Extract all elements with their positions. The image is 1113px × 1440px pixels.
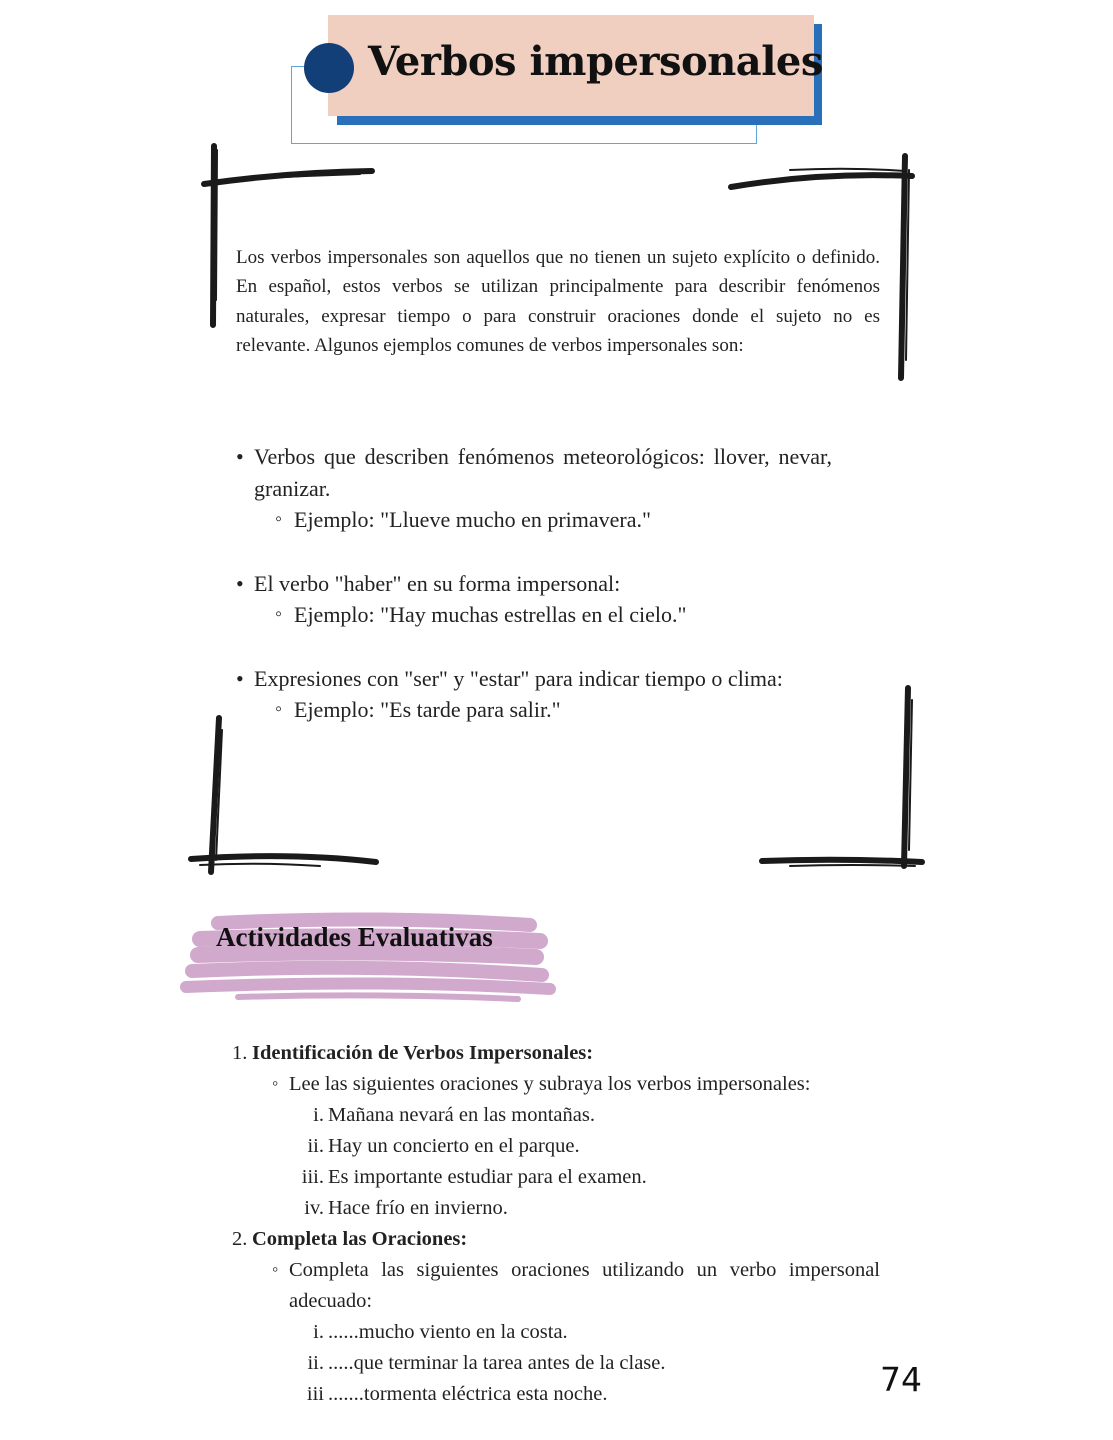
brush-stroke-top-left-vertical [213, 146, 214, 325]
activity-heading: Identificación de Verbos Impersonales: [252, 1042, 594, 1064]
activity-number: 2. [232, 1228, 248, 1250]
sentence-item: iii. Es importante estudiar para el examen. [301, 1166, 647, 1188]
example-item: ◦ Ejemplo: "Es tarde para salir." [236, 694, 832, 726]
activities-heading: Actividades Evaluativas [216, 922, 493, 952]
example-item: ◦ Ejemplo: "Llueve mucho en primavera." [236, 504, 832, 536]
brush-stroke-bottom-left-horizontal [191, 856, 376, 862]
activity-item [232, 1224, 880, 1255]
example-item: ◦ Ejemplo: "Hay muchas estrellas en el cielo." [236, 599, 832, 631]
activity-instruction: ◦ Lee las siguientes oraciones y subraya los verbos impersonales: [232, 1069, 880, 1100]
page-number: 74 [880, 1360, 922, 1399]
list-item: • Expresiones con "ser" y "estar" para indicar tiempo o clima: [236, 663, 832, 695]
highlighter-strokes [178, 905, 558, 1005]
highlighter-brush [178, 905, 558, 1010]
brush-stroke-bottom-right-horizontal [762, 860, 922, 862]
brush-stroke-top-right-vertical [901, 156, 905, 378]
activity-number: 1. [232, 1042, 248, 1064]
activity-instruction: ◦ Completa las siguientes oraciones utilizando un verbo impersonal adecuado: [232, 1255, 880, 1317]
activity-item [232, 1038, 880, 1069]
brush-stroke-top-right-horizontal [731, 175, 912, 187]
sentence-item: ii. Hay un concierto en el parque. [307, 1135, 580, 1157]
activity-heading: Completa las Oraciones: [252, 1228, 468, 1250]
intro-paragraph: Los verbos impersonales son aquellos que no tienen un sujeto explícito o definido. En español, estos verbos se utilizan principalmente para describir fenómenos naturales, expresar tiempo o para construir oraciones donde el sujeto no es relevante. Algunos ejemplos comunes de verbos impersonales son: [236, 247, 880, 356]
sentence-item: i. Mañana nevará en las montañas. [313, 1104, 595, 1126]
verb-types-list [236, 441, 832, 726]
sentence-item: i. ......mucho viento en la costa. [313, 1321, 568, 1343]
sentence-item: iii .......tormenta eléctrica esta noche. [306, 1383, 608, 1405]
sentence-item: iv. Hace frío en invierno. [304, 1197, 508, 1219]
sentence-item: ii. .....que terminar la tarea antes de la clase. [307, 1352, 666, 1374]
page-title: Verbos impersonales [368, 38, 823, 85]
list-item: • Verbos que describen fenómenos meteorológicos: llover, nevar, granizar. [236, 441, 832, 504]
list-item: • El verbo "haber" en su forma impersonal: [236, 568, 832, 600]
activities-list [232, 1038, 880, 1410]
brush-stroke-bottom-right-vertical [904, 688, 908, 866]
brush-stroke-bottom-left-vertical [211, 718, 219, 872]
